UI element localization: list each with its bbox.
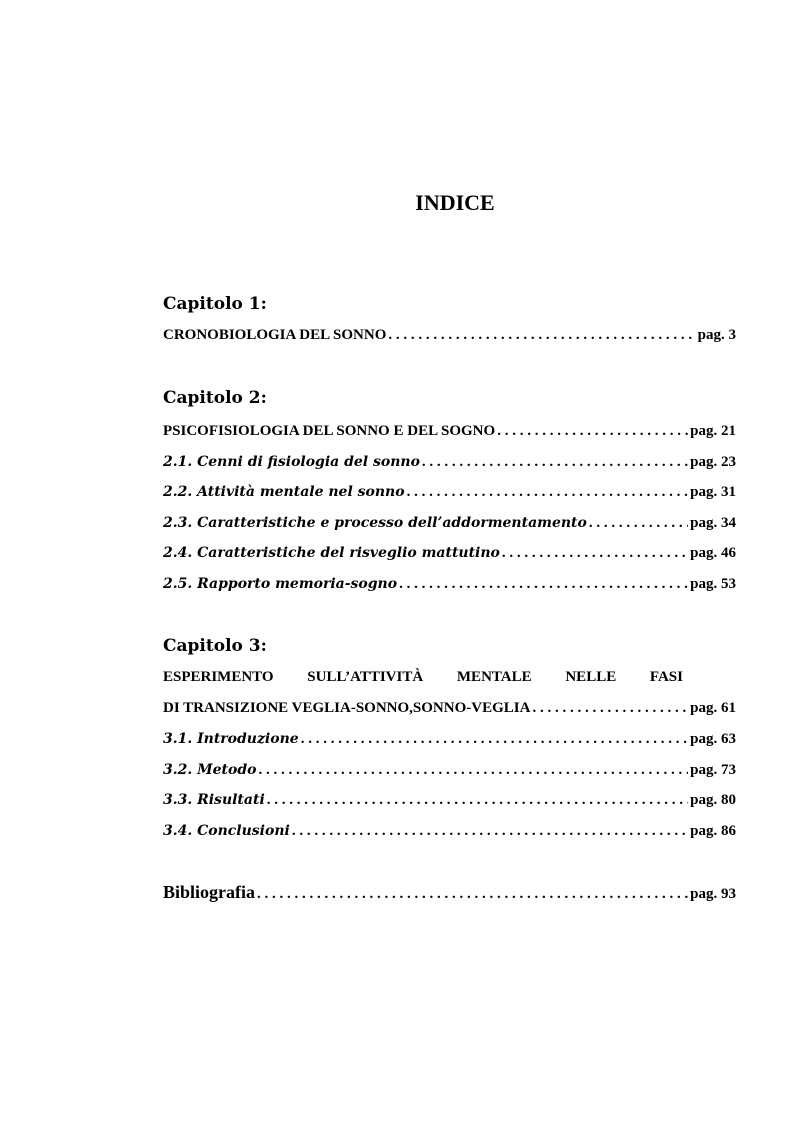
leader-dots	[502, 545, 688, 562]
toc-entry-page: pag. 3	[697, 327, 736, 343]
chapter-heading: Capitolo 2:	[163, 388, 267, 408]
toc-entry-label: 3.4. Conclusioni	[163, 823, 290, 839]
toc-subentry[interactable]	[163, 515, 736, 532]
toc-entry-page: pag. 86	[690, 823, 736, 839]
toc-entry-page: pag. 80	[690, 792, 736, 808]
leader-dots	[301, 731, 688, 748]
leader-dots	[497, 423, 688, 440]
toc-subentry[interactable]	[163, 545, 736, 562]
toc-subentry[interactable]	[163, 454, 736, 471]
leader-dots	[388, 327, 695, 344]
toc-entry-page: pag. 21	[690, 423, 736, 439]
toc-entry-label-line1: ESPERIMENTO SULL’ATTIVITÀ MENTALE NELLE FASI	[163, 669, 683, 685]
toc-subentry[interactable]	[163, 484, 736, 501]
toc-entry-page: pag. 31	[690, 484, 736, 500]
toc-entry-label: Bibliografia	[163, 882, 256, 902]
toc-entry-label: 2.1. Cenni di fisiologia del sonno	[163, 454, 420, 470]
leader-dots	[257, 886, 688, 903]
leader-dots	[532, 700, 688, 717]
toc-entry-label: 2.2. Attività mentale nel sonno	[163, 484, 405, 500]
toc-subentry[interactable]	[163, 762, 736, 779]
toc-entry-label: 3.3. Risultati	[163, 792, 265, 808]
chapter-heading: Capitolo 3:	[163, 636, 267, 656]
leader-dots	[589, 515, 688, 532]
toc-entry-page: pag. 46	[690, 545, 736, 561]
toc-entry-page: pag. 23	[690, 454, 736, 470]
leader-dots	[258, 762, 688, 779]
toc-entry-page: pag. 73	[690, 762, 736, 778]
toc-subentry[interactable]	[163, 823, 736, 840]
leader-dots	[267, 792, 688, 809]
toc-entry-label: 2.5. Rapporto memoria-sogno	[163, 576, 398, 592]
toc-entry-label: 3.1. Introduzione	[163, 731, 299, 747]
toc-subentry[interactable]	[163, 576, 736, 593]
toc-entry-page: pag. 93	[690, 886, 736, 902]
leader-dots	[292, 823, 688, 840]
toc-entry[interactable]	[163, 327, 736, 344]
toc-entry-label: PSICOFISIOLOGIA DEL SONNO E DEL SOGNO	[163, 423, 496, 439]
toc-entry-bibliography[interactable]	[163, 882, 736, 903]
toc-entry-label: DI TRANSIZIONE VEGLIA-SONNO,SONNO-VEGLIA	[163, 700, 531, 716]
toc-entry-page: pag. 63	[690, 731, 736, 747]
toc-entry-label: 2.3. Caratteristiche e processo dell’addormentamento	[163, 515, 587, 531]
toc-subentry[interactable]	[163, 792, 736, 809]
toc-entry[interactable]	[163, 423, 736, 440]
leader-dots	[422, 454, 688, 471]
toc-entry-label: CRONOBIOLOGIA DEL SONNO	[163, 327, 387, 343]
leader-dots	[399, 576, 688, 593]
toc-entry-label: 3.2. Metodo	[163, 762, 257, 778]
toc-entry-page: pag. 53	[690, 576, 736, 592]
toc-entry-page: pag. 61	[690, 700, 736, 716]
toc-entry[interactable]	[163, 700, 736, 717]
toc-subentry[interactable]	[163, 731, 736, 748]
chapter-heading: Capitolo 1:	[163, 294, 267, 314]
page-title: INDICE	[415, 190, 495, 215]
toc-entry-label: 2.4. Caratteristiche del risveglio mattutino	[163, 545, 500, 561]
toc-entry-page: pag. 34	[690, 515, 736, 531]
leader-dots	[407, 484, 689, 501]
